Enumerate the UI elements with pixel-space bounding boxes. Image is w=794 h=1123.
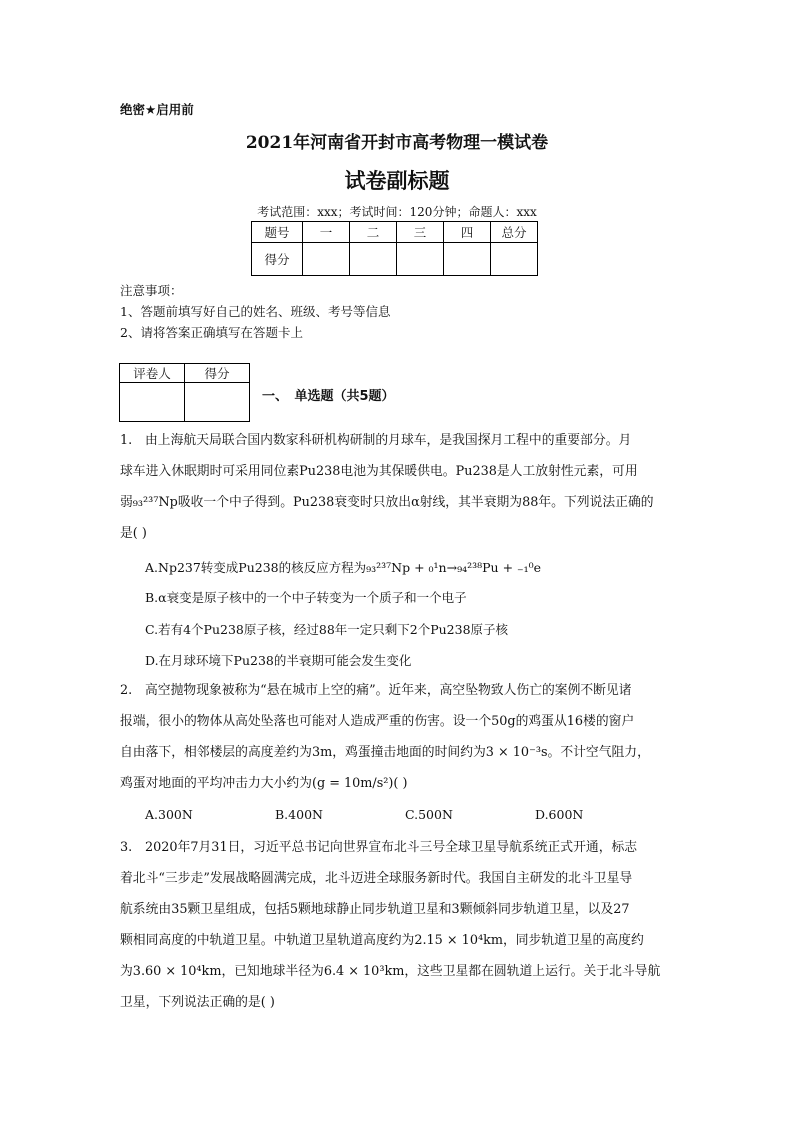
question-line: 报端，很小的物体从高处坠落也可能对人造成严重的伤害。设一个50g的鸡蛋从16楼的窗户 bbox=[120, 714, 635, 729]
score-table-header-row bbox=[252, 222, 538, 243]
exam-subtitle: 试卷副标题 bbox=[344, 169, 450, 193]
score-table-header: 总分 bbox=[491, 222, 538, 243]
question-2 bbox=[120, 675, 680, 799]
section-heading: 一、 单选题（共5题） bbox=[262, 389, 395, 404]
score-table-header: 三 bbox=[397, 222, 444, 243]
question-line: 3. 2020年7月31日，习近平总书记向世界宣布北斗三号全球卫星导航系统正式开通，标志 bbox=[120, 840, 638, 855]
question-line: 鸡蛋对地面的平均冲击力大小约为(g = 10m/s²)( ) bbox=[120, 776, 408, 791]
score-table-header: 二 bbox=[350, 222, 397, 243]
question-1 bbox=[120, 425, 680, 549]
question-line: 着北斗“三步走”发展战略圆满完成，北斗迈进全球服务新时代。我国自主研发的北斗卫星导 bbox=[120, 871, 633, 886]
question-line: 颗相同高度的中轨道卫星。中轨道卫星轨道高度约为2.15 × 10⁴km，同步轨道卫星的高度约 bbox=[120, 933, 644, 948]
confidential-label: 绝密★启用前 bbox=[120, 102, 194, 117]
question-3 bbox=[120, 832, 680, 1018]
grader-table-blank-row bbox=[120, 383, 250, 422]
question-2-option-d[interactable]: D.600N bbox=[535, 807, 584, 822]
score-cell[interactable] bbox=[397, 243, 444, 276]
question-2-option-c[interactable]: C.500N bbox=[405, 807, 453, 822]
grader-cell[interactable] bbox=[185, 383, 250, 422]
question-1-option-b[interactable]: B.α衰变是原子核中的一个中子转变为一个质子和一个电子 bbox=[145, 590, 467, 605]
question-2-options bbox=[145, 807, 665, 822]
notes-item: 1、答题前填写好自己的姓名、班级、考号等信息 bbox=[120, 304, 391, 319]
score-table-header: 一 bbox=[303, 222, 350, 243]
question-1-option-a[interactable]: A.Np237转变成Pu238的核反应方程为₉₃²³⁷Np + ₀¹n→₉₄²³⁸Pu + ₋₁⁰e bbox=[145, 560, 542, 575]
score-row-label: 得分 bbox=[252, 243, 303, 276]
score-cell[interactable] bbox=[350, 243, 397, 276]
score-cell[interactable] bbox=[491, 243, 538, 276]
exam-info: 考试范围：xxx；考试时间：120分钟；命题人：xxx bbox=[257, 205, 537, 219]
grader-table bbox=[119, 363, 250, 422]
notes-item: 2、请将答案正确填写在答题卡上 bbox=[120, 325, 303, 340]
score-cell[interactable] bbox=[303, 243, 350, 276]
score-table bbox=[251, 221, 538, 276]
grader-cell[interactable] bbox=[120, 383, 185, 422]
score-table-header: 四 bbox=[444, 222, 491, 243]
score-table-header: 题号 bbox=[252, 222, 303, 243]
notes-title: 注意事项： bbox=[120, 283, 183, 298]
score-cell[interactable] bbox=[444, 243, 491, 276]
exam-title: 2021年河南省开封市高考物理一模试卷 bbox=[245, 133, 549, 153]
question-line: 球车进入休眠期时可采用同位素Pu238电池为其保暖供电。Pu238是人工放射性元素，可用 bbox=[120, 464, 638, 479]
question-line: 自由落下，相邻楼层的高度差约为3m，鸡蛋撞击地面的时间约为3 × 10⁻³s。不计空气阻力， bbox=[120, 745, 650, 760]
question-line: 弱₉₃²³⁷Np吸收一个中子得到。Pu238衰变时只放出α射线，其半衰期为88年。下列说法正确的 bbox=[120, 495, 654, 510]
question-line: 为3.60 × 10⁴km，已知地球半径为6.4 × 10³km，这些卫星都在圆轨道上运行。关于北斗导航 bbox=[120, 964, 661, 979]
question-line: 卫星，下列说法正确的是( ) bbox=[120, 995, 275, 1010]
question-line: 是( ) bbox=[120, 526, 147, 541]
question-line: 1. 由上海航天局联合国内数家科研机构研制的月球车，是我国探月工程中的重要部分。月 bbox=[120, 433, 632, 448]
score-table-score-row bbox=[252, 243, 538, 276]
question-line: 2. 高空抛物现象被称为“悬在城市上空的痛”。近年来，高空坠物致人伤亡的案例不断见诸 bbox=[120, 683, 632, 698]
grader-table-header-row bbox=[120, 364, 250, 383]
question-2-option-b[interactable]: B.400N bbox=[275, 807, 323, 822]
notes-block bbox=[120, 280, 390, 343]
question-1-option-d[interactable]: D.在月球环境下Pu238的半衰期可能会发生变化 bbox=[145, 653, 412, 668]
question-line: 航系统由35颗卫星组成，包括5颗地球静止同步轨道卫星和3颗倾斜同步轨道卫星，以及27 bbox=[120, 902, 630, 917]
question-2-option-a[interactable]: A.300N bbox=[145, 807, 193, 822]
grader-header: 得分 bbox=[185, 364, 250, 383]
question-1-option-c[interactable]: C.若有4个Pu238原子核，经过88年一定只剩下2个Pu238原子核 bbox=[145, 622, 509, 637]
grader-header: 评卷人 bbox=[120, 364, 185, 383]
